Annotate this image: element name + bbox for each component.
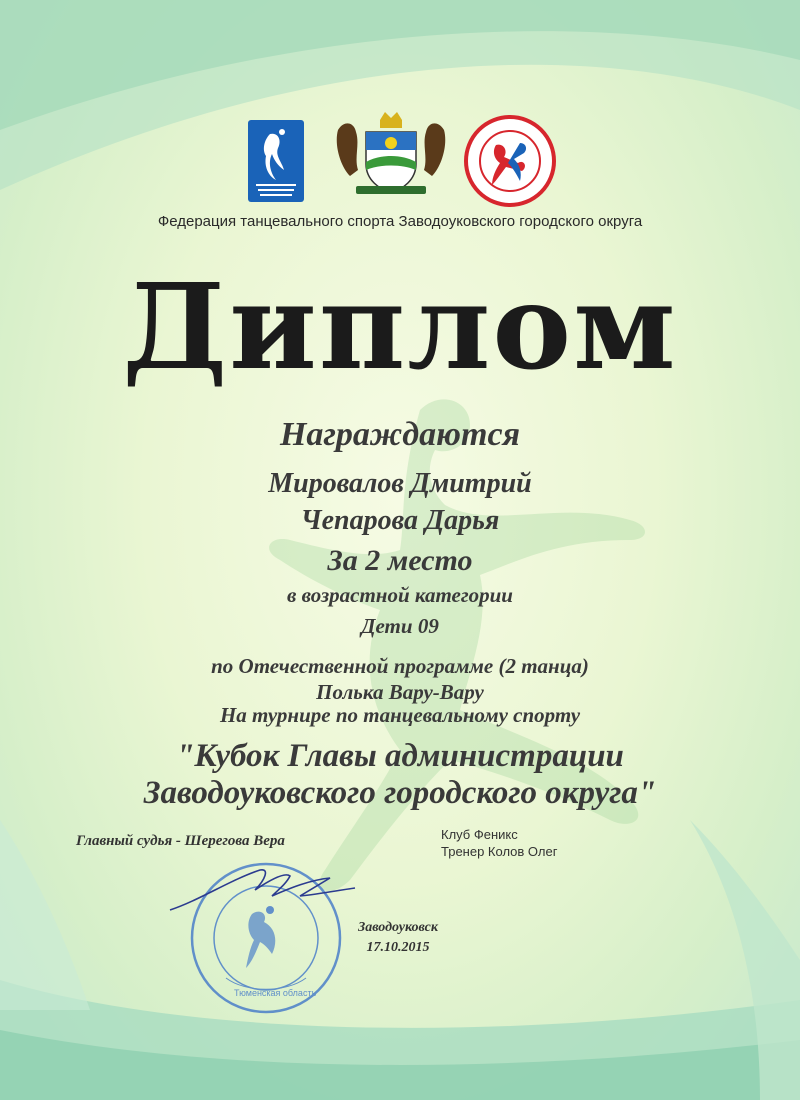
- tournament-line: На турнире по танцевальному спорту: [219, 703, 581, 727]
- cup-title-line-2: Заводоуковского городского округа": [143, 775, 657, 811]
- federation-dance-sport-logo-icon: [462, 115, 558, 207]
- diploma-title: Диплом: [122, 257, 678, 396]
- logos-row: [0, 110, 800, 200]
- age-category-label: в возрастной категории: [286, 583, 513, 607]
- age-category-value: Дети 09: [361, 614, 439, 638]
- coat-of-arms-icon: [330, 110, 452, 198]
- chief-judge: Главный судья - Шерегова Вера: [76, 833, 285, 849]
- federation-name: Федерация танцевального спорта Заводоуковского городского округа: [157, 213, 643, 230]
- city: Заводоуковск: [358, 920, 438, 935]
- awardee-name-2: Чепарова Дарья: [300, 505, 500, 536]
- club-info: [441, 826, 557, 860]
- date: 17.10.2015: [366, 940, 430, 955]
- signature-icon: [160, 850, 360, 930]
- dance-name: Полька Вару-Вару: [316, 680, 484, 704]
- dance-union-logo-icon: [248, 120, 304, 202]
- stamp-text: Тюменская область: [234, 988, 317, 998]
- cup-title-line-1: "Кубок Главы администрации: [176, 738, 624, 774]
- awarded-heading: Награждаются: [279, 416, 521, 453]
- awardee-name-1: Мировалов Дмитрий: [268, 468, 532, 499]
- coach-name: Тренер Колов Олег: [441, 844, 558, 859]
- place-and-date: [343, 918, 453, 958]
- award-place: За 2 место: [327, 544, 473, 577]
- club-name: Клуб Феникс: [441, 827, 518, 842]
- program-line: по Отечественной программе (2 танца): [211, 654, 589, 678]
